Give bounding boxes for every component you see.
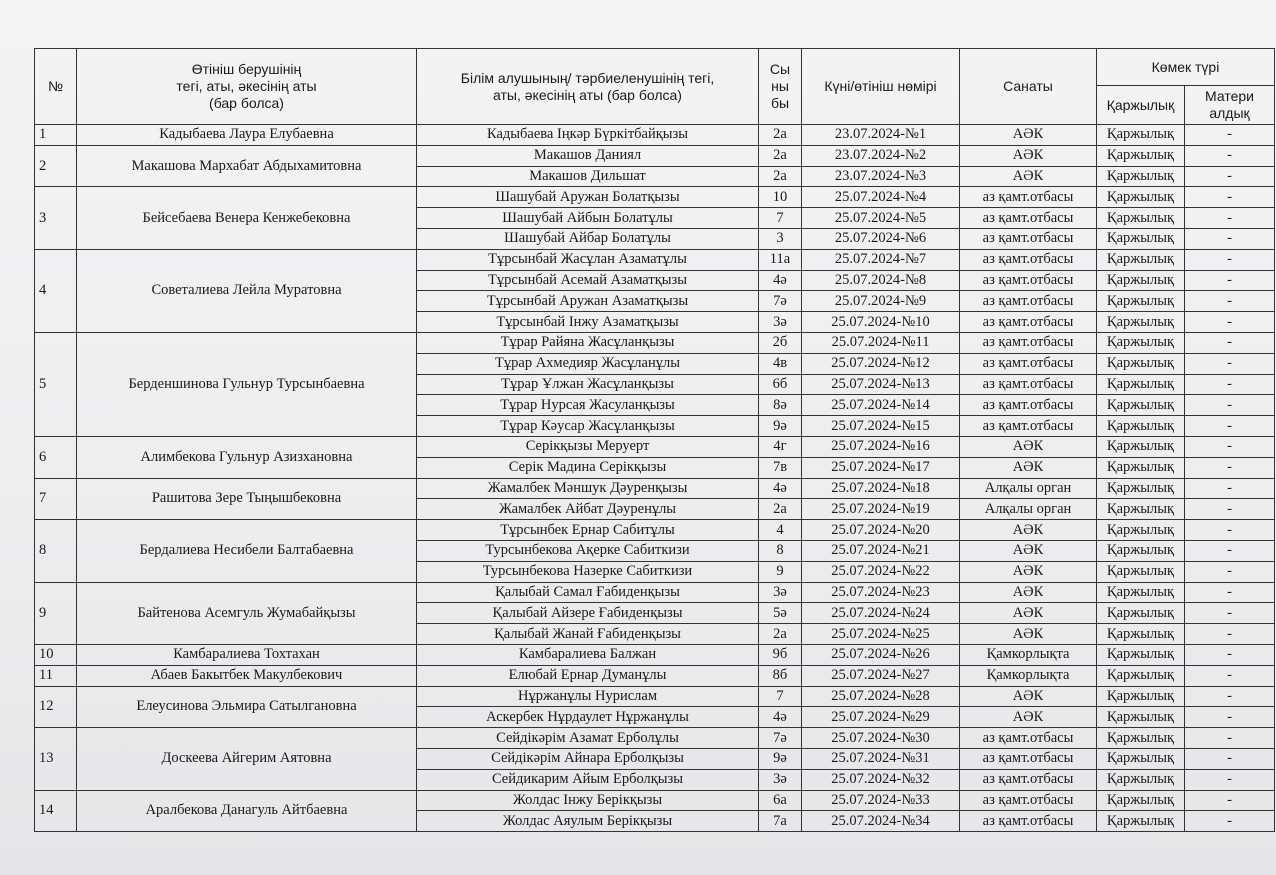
- header-num: №: [35, 49, 77, 125]
- header-grade-text: Сы ны бы: [769, 61, 791, 111]
- row-number: 7: [35, 478, 77, 520]
- help-material: -: [1185, 561, 1275, 582]
- applicant-name: Алимбекова Гульнур Азизхановна: [77, 436, 417, 478]
- pupil-name: Тұрар Кәусар Жасұланқызы: [417, 416, 759, 437]
- pupil-name: Шашубай Айбын Болатұлы: [417, 208, 759, 229]
- help-money: Қаржылық: [1097, 499, 1185, 520]
- help-material: -: [1185, 374, 1275, 395]
- help-material: -: [1185, 603, 1275, 624]
- category: аз қамт.отбасы: [960, 187, 1097, 208]
- category: аз қамт.отбасы: [960, 811, 1097, 832]
- pupil-name: Қалыбай Айзере Ғабиденқызы: [417, 603, 759, 624]
- pupil-name: Қалыбай Самал Ғабиденқызы: [417, 582, 759, 603]
- pupil-grade: 10: [759, 187, 802, 208]
- header-help-material-text: Матери алдық: [1205, 88, 1254, 121]
- application-date: 25.07.2024-№15: [802, 416, 960, 437]
- row-number: 14: [35, 790, 77, 832]
- row-number: 2: [35, 145, 77, 187]
- pupil-name: Жамалбек Айбат Дәуренұлы: [417, 499, 759, 520]
- category: аз қамт.отбасы: [960, 353, 1097, 374]
- header-category: Санаты: [960, 49, 1097, 125]
- applicant-name: Советалиева Лейла Муратовна: [77, 249, 417, 332]
- application-date: 25.07.2024-№8: [802, 270, 960, 291]
- application-date: 25.07.2024-№21: [802, 540, 960, 561]
- help-money: Қаржылық: [1097, 769, 1185, 790]
- pupil-grade: 7: [759, 686, 802, 707]
- category: аз қамт.отбасы: [960, 312, 1097, 333]
- help-material: -: [1185, 520, 1275, 541]
- application-date: 25.07.2024-№27: [802, 665, 960, 686]
- category: АӘК: [960, 436, 1097, 457]
- category: аз қамт.отбасы: [960, 790, 1097, 811]
- help-money: Қаржылық: [1097, 603, 1185, 624]
- help-money: Қаржылық: [1097, 790, 1185, 811]
- pupil-grade: 8: [759, 540, 802, 561]
- help-material: -: [1185, 416, 1275, 437]
- application-date: 25.07.2024-№33: [802, 790, 960, 811]
- pupil-name: Шашубай Айбар Болатұлы: [417, 228, 759, 249]
- application-date: 25.07.2024-№9: [802, 291, 960, 312]
- table-row: [35, 249, 1275, 270]
- application-date: 25.07.2024-№22: [802, 561, 960, 582]
- help-material: -: [1185, 582, 1275, 603]
- row-number: 1: [35, 125, 77, 146]
- help-money: Қаржылық: [1097, 686, 1185, 707]
- category: АӘК: [960, 166, 1097, 187]
- pupil-grade: 2а: [759, 166, 802, 187]
- category: аз қамт.отбасы: [960, 208, 1097, 229]
- application-date: 25.07.2024-№18: [802, 478, 960, 499]
- pupil-grade: 5ә: [759, 603, 802, 624]
- application-date: 25.07.2024-№24: [802, 603, 960, 624]
- applicant-name: Кадыбаева Лаура Елубаевна: [77, 125, 417, 146]
- application-date: 25.07.2024-№13: [802, 374, 960, 395]
- pupil-grade: 7ә: [759, 291, 802, 312]
- application-date: 25.07.2024-№6: [802, 228, 960, 249]
- category: АӘК: [960, 540, 1097, 561]
- help-material: -: [1185, 312, 1275, 333]
- application-date: 25.07.2024-№20: [802, 520, 960, 541]
- pupil-grade: 3: [759, 228, 802, 249]
- help-money: Қаржылық: [1097, 270, 1185, 291]
- help-material: -: [1185, 457, 1275, 478]
- help-material: -: [1185, 707, 1275, 728]
- category: АӘК: [960, 561, 1097, 582]
- help-material: -: [1185, 270, 1275, 291]
- help-money: Қаржылық: [1097, 436, 1185, 457]
- help-material: -: [1185, 748, 1275, 769]
- pupil-name: Сейдікәрім Айнара Ерболқызы: [417, 748, 759, 769]
- applicant-name: Доскеева Айгерим Аятовна: [77, 728, 417, 790]
- help-money: Қаржылық: [1097, 332, 1185, 353]
- category: АӘК: [960, 707, 1097, 728]
- row-number: 5: [35, 332, 77, 436]
- help-money: Қаржылық: [1097, 291, 1185, 312]
- header-applicant-text: Өтініш берушінің тегі, аты, әкесінің аты (бар болса): [176, 61, 317, 111]
- help-money: Қаржылық: [1097, 624, 1185, 645]
- header-help-money: Қаржылық: [1097, 86, 1185, 125]
- pupil-name: Турсынбекова Ақерке Сабиткизи: [417, 540, 759, 561]
- category: Қамкорлықта: [960, 644, 1097, 665]
- help-money: Қаржылық: [1097, 228, 1185, 249]
- category: Алқалы орган: [960, 499, 1097, 520]
- row-number: 13: [35, 728, 77, 790]
- category: аз қамт.отбасы: [960, 270, 1097, 291]
- pupil-name: Нұржанұлы Нурислам: [417, 686, 759, 707]
- help-money: Қаржылық: [1097, 644, 1185, 665]
- help-money: Қаржылық: [1097, 312, 1185, 333]
- row-number: 8: [35, 520, 77, 582]
- category: АӘК: [960, 582, 1097, 603]
- help-money: Қаржылық: [1097, 249, 1185, 270]
- pupil-name: Тұрар Ұлжан Жасұланқызы: [417, 374, 759, 395]
- pupil-name: Камбаралиева Балжан: [417, 644, 759, 665]
- assistance-table: [34, 48, 1275, 832]
- row-number: 10: [35, 644, 77, 665]
- table-row: [35, 125, 1275, 146]
- pupil-name: Тұрсынбек Ернар Сабитұлы: [417, 520, 759, 541]
- category: аз қамт.отбасы: [960, 416, 1097, 437]
- help-money: Қаржылық: [1097, 561, 1185, 582]
- help-material: -: [1185, 624, 1275, 645]
- help-money: Қаржылық: [1097, 665, 1185, 686]
- pupil-grade: 4ә: [759, 478, 802, 499]
- applicant-name: Камбаралиева Тохтахан: [77, 644, 417, 665]
- help-material: -: [1185, 811, 1275, 832]
- pupil-grade: 8ә: [759, 395, 802, 416]
- applicant-name: Макашова Мархабат Абдыхамитовна: [77, 145, 417, 187]
- applicant-name: Елеусинова Эльмира Сатылгановна: [77, 686, 417, 728]
- table-row: [35, 790, 1275, 811]
- application-date: 25.07.2024-№16: [802, 436, 960, 457]
- help-material: -: [1185, 665, 1275, 686]
- application-date: 25.07.2024-№29: [802, 707, 960, 728]
- application-date: 25.07.2024-№14: [802, 395, 960, 416]
- category: АӘК: [960, 145, 1097, 166]
- application-date: 25.07.2024-№32: [802, 769, 960, 790]
- category: аз қамт.отбасы: [960, 332, 1097, 353]
- application-date: 23.07.2024-№2: [802, 145, 960, 166]
- help-money: Қаржылық: [1097, 540, 1185, 561]
- help-material: -: [1185, 353, 1275, 374]
- table-row: [35, 478, 1275, 499]
- header-help-material: [1185, 86, 1275, 125]
- help-money: Қаржылық: [1097, 457, 1185, 478]
- application-date: 25.07.2024-№5: [802, 208, 960, 229]
- category: АӘК: [960, 520, 1097, 541]
- help-material: -: [1185, 208, 1275, 229]
- row-number: 6: [35, 436, 77, 478]
- pupil-name: Турсынбекова Назерке Сабиткизи: [417, 561, 759, 582]
- help-money: Қаржылық: [1097, 145, 1185, 166]
- help-material: -: [1185, 499, 1275, 520]
- pupil-grade: 7ә: [759, 728, 802, 749]
- pupil-grade: 7: [759, 208, 802, 229]
- category: АӘК: [960, 686, 1097, 707]
- help-material: -: [1185, 187, 1275, 208]
- help-money: Қаржылық: [1097, 374, 1185, 395]
- pupil-name: Тұрар Райяна Жасұланқызы: [417, 332, 759, 353]
- application-date: 25.07.2024-№7: [802, 249, 960, 270]
- pupil-name: Елюбай Ернар Думанұлы: [417, 665, 759, 686]
- help-material: -: [1185, 644, 1275, 665]
- pupil-name: Макашов Дильшат: [417, 166, 759, 187]
- help-material: -: [1185, 145, 1275, 166]
- pupil-grade: 4ә: [759, 707, 802, 728]
- help-material: -: [1185, 728, 1275, 749]
- category: аз қамт.отбасы: [960, 728, 1097, 749]
- pupil-grade: 6а: [759, 790, 802, 811]
- pupil-grade: 7а: [759, 811, 802, 832]
- category: АӘК: [960, 624, 1097, 645]
- category: Алқалы орган: [960, 478, 1097, 499]
- application-date: 25.07.2024-№4: [802, 187, 960, 208]
- help-money: Қаржылық: [1097, 166, 1185, 187]
- row-number: 9: [35, 582, 77, 644]
- header-pupil: [417, 49, 759, 125]
- pupil-name: Тұрсынбай Жасұлан Азаматұлы: [417, 249, 759, 270]
- category: аз қамт.отбасы: [960, 395, 1097, 416]
- help-money: Қаржылық: [1097, 748, 1185, 769]
- table-row: [35, 582, 1275, 603]
- pupil-name: Тұрсынбай Інжу Азаматқызы: [417, 312, 759, 333]
- application-date: 25.07.2024-№25: [802, 624, 960, 645]
- application-date: 25.07.2024-№11: [802, 332, 960, 353]
- header-grade: [759, 49, 802, 125]
- applicant-name: Бейсебаева Венера Кенжебековна: [77, 187, 417, 249]
- application-date: 25.07.2024-№23: [802, 582, 960, 603]
- pupil-name: Серікқызы Меруерт: [417, 436, 759, 457]
- pupil-name: Тұрар Нурсая Жасуланқызы: [417, 395, 759, 416]
- application-date: 25.07.2024-№28: [802, 686, 960, 707]
- help-material: -: [1185, 478, 1275, 499]
- applicant-name: Берденшинова Гульнур Турсынбаевна: [77, 332, 417, 436]
- help-material: -: [1185, 686, 1275, 707]
- pupil-grade: 4в: [759, 353, 802, 374]
- pupil-grade: 3ә: [759, 312, 802, 333]
- category: аз қамт.отбасы: [960, 228, 1097, 249]
- header-pupil-text: Білім алушының/ тәрбиеленушінің тегі, аты, әкесінің аты (бар болса): [460, 69, 715, 103]
- help-money: Қаржылық: [1097, 582, 1185, 603]
- table-row: [35, 145, 1275, 166]
- pupil-grade: 6б: [759, 374, 802, 395]
- pupil-name: Аскербек Нұрдаулет Нұржанұлы: [417, 707, 759, 728]
- application-date: 25.07.2024-№31: [802, 748, 960, 769]
- pupil-name: Макашов Даниял: [417, 145, 759, 166]
- help-material: -: [1185, 540, 1275, 561]
- application-date: 25.07.2024-№10: [802, 312, 960, 333]
- help-material: -: [1185, 395, 1275, 416]
- category: аз қамт.отбасы: [960, 291, 1097, 312]
- row-number: 12: [35, 686, 77, 728]
- category: Қамкорлықта: [960, 665, 1097, 686]
- help-money: Қаржылық: [1097, 728, 1185, 749]
- help-money: Қаржылық: [1097, 208, 1185, 229]
- table-header: [35, 49, 1275, 125]
- pupil-grade: 9б: [759, 644, 802, 665]
- applicant-name: Байтенова Асемгуль Жумабайқызы: [77, 582, 417, 644]
- pupil-grade: 2а: [759, 125, 802, 146]
- pupil-name: Жолдас Аяулым Берікқызы: [417, 811, 759, 832]
- pupil-name: Жамалбек Мәншук Дәуренқызы: [417, 478, 759, 499]
- pupil-grade: 9: [759, 561, 802, 582]
- pupil-name: Шашубай Аружан Болатқызы: [417, 187, 759, 208]
- help-money: Қаржылық: [1097, 520, 1185, 541]
- table-row: [35, 686, 1275, 707]
- pupil-grade: 9ә: [759, 748, 802, 769]
- pupil-grade: 4г: [759, 436, 802, 457]
- header-help-type: Көмек түрі: [1097, 49, 1275, 86]
- pupil-name: Сейдикарим Айым Ерболқызы: [417, 769, 759, 790]
- help-material: -: [1185, 769, 1275, 790]
- application-date: 25.07.2024-№12: [802, 353, 960, 374]
- pupil-name: Сейдікәрім Азамат Ерболұлы: [417, 728, 759, 749]
- pupil-grade: 2а: [759, 499, 802, 520]
- help-material: -: [1185, 291, 1275, 312]
- pupil-grade: 8б: [759, 665, 802, 686]
- help-money: Қаржылық: [1097, 811, 1185, 832]
- pupil-grade: 2а: [759, 624, 802, 645]
- application-date: 23.07.2024-№1: [802, 125, 960, 146]
- category: аз қамт.отбасы: [960, 769, 1097, 790]
- help-money: Қаржылық: [1097, 395, 1185, 416]
- category: АӘК: [960, 603, 1097, 624]
- pupil-grade: 11а: [759, 249, 802, 270]
- applicant-name: Бердалиева Несибели Балтабаевна: [77, 520, 417, 582]
- table-row: [35, 436, 1275, 457]
- pupil-grade: 4ә: [759, 270, 802, 291]
- table-row: [35, 332, 1275, 353]
- row-number: 4: [35, 249, 77, 332]
- help-money: Қаржылық: [1097, 353, 1185, 374]
- help-material: -: [1185, 790, 1275, 811]
- help-money: Қаржылық: [1097, 125, 1185, 146]
- help-material: -: [1185, 125, 1275, 146]
- help-material: -: [1185, 166, 1275, 187]
- pupil-grade: 2а: [759, 145, 802, 166]
- help-material: -: [1185, 436, 1275, 457]
- help-material: -: [1185, 249, 1275, 270]
- pupil-name: Кадыбаева Іңкәр Бүркітбайқызы: [417, 125, 759, 146]
- table-row: [35, 187, 1275, 208]
- table-row: [35, 644, 1275, 665]
- help-material: -: [1185, 228, 1275, 249]
- row-number: 11: [35, 665, 77, 686]
- application-date: 25.07.2024-№34: [802, 811, 960, 832]
- help-money: Қаржылық: [1097, 416, 1185, 437]
- category: аз қамт.отбасы: [960, 374, 1097, 395]
- header-date: Күні/өтініш нөмірі: [802, 49, 960, 125]
- pupil-grade: 3ә: [759, 769, 802, 790]
- help-money: Қаржылық: [1097, 478, 1185, 499]
- pupil-name: Тұрсынбай Аружан Азаматқызы: [417, 291, 759, 312]
- application-date: 25.07.2024-№19: [802, 499, 960, 520]
- row-number: 3: [35, 187, 77, 249]
- pupil-grade: 9ә: [759, 416, 802, 437]
- pupil-name: Тұрсынбай Асемай Азаматқызы: [417, 270, 759, 291]
- applicant-name: Аралбекова Данагуль Айтбаевна: [77, 790, 417, 832]
- pupil-name: Тұрар Ахмедияр Жасұланұлы: [417, 353, 759, 374]
- table-row: [35, 520, 1275, 541]
- application-date: 25.07.2024-№26: [802, 644, 960, 665]
- help-material: -: [1185, 332, 1275, 353]
- help-money: Қаржылық: [1097, 707, 1185, 728]
- category: АӘК: [960, 457, 1097, 478]
- pupil-name: Қалыбай Жанай Ғабиденқызы: [417, 624, 759, 645]
- category: аз қамт.отбасы: [960, 748, 1097, 769]
- header-applicant: [77, 49, 417, 125]
- applicant-name: Абаев Бакытбек Макулбекович: [77, 665, 417, 686]
- pupil-name: Серік Мадина Серікқызы: [417, 457, 759, 478]
- help-money: Қаржылық: [1097, 187, 1185, 208]
- table-body: [35, 125, 1275, 832]
- application-date: 23.07.2024-№3: [802, 166, 960, 187]
- pupil-name: Жолдас Інжу Берікқызы: [417, 790, 759, 811]
- pupil-grade: 4: [759, 520, 802, 541]
- table-row: [35, 728, 1275, 749]
- table-row: [35, 665, 1275, 686]
- application-date: 25.07.2024-№30: [802, 728, 960, 749]
- category: аз қамт.отбасы: [960, 249, 1097, 270]
- application-date: 25.07.2024-№17: [802, 457, 960, 478]
- pupil-grade: 3ә: [759, 582, 802, 603]
- pupil-grade: 2б: [759, 332, 802, 353]
- category: АӘК: [960, 125, 1097, 146]
- pupil-grade: 7в: [759, 457, 802, 478]
- applicant-name: Рашитова Зере Тыңышбековна: [77, 478, 417, 520]
